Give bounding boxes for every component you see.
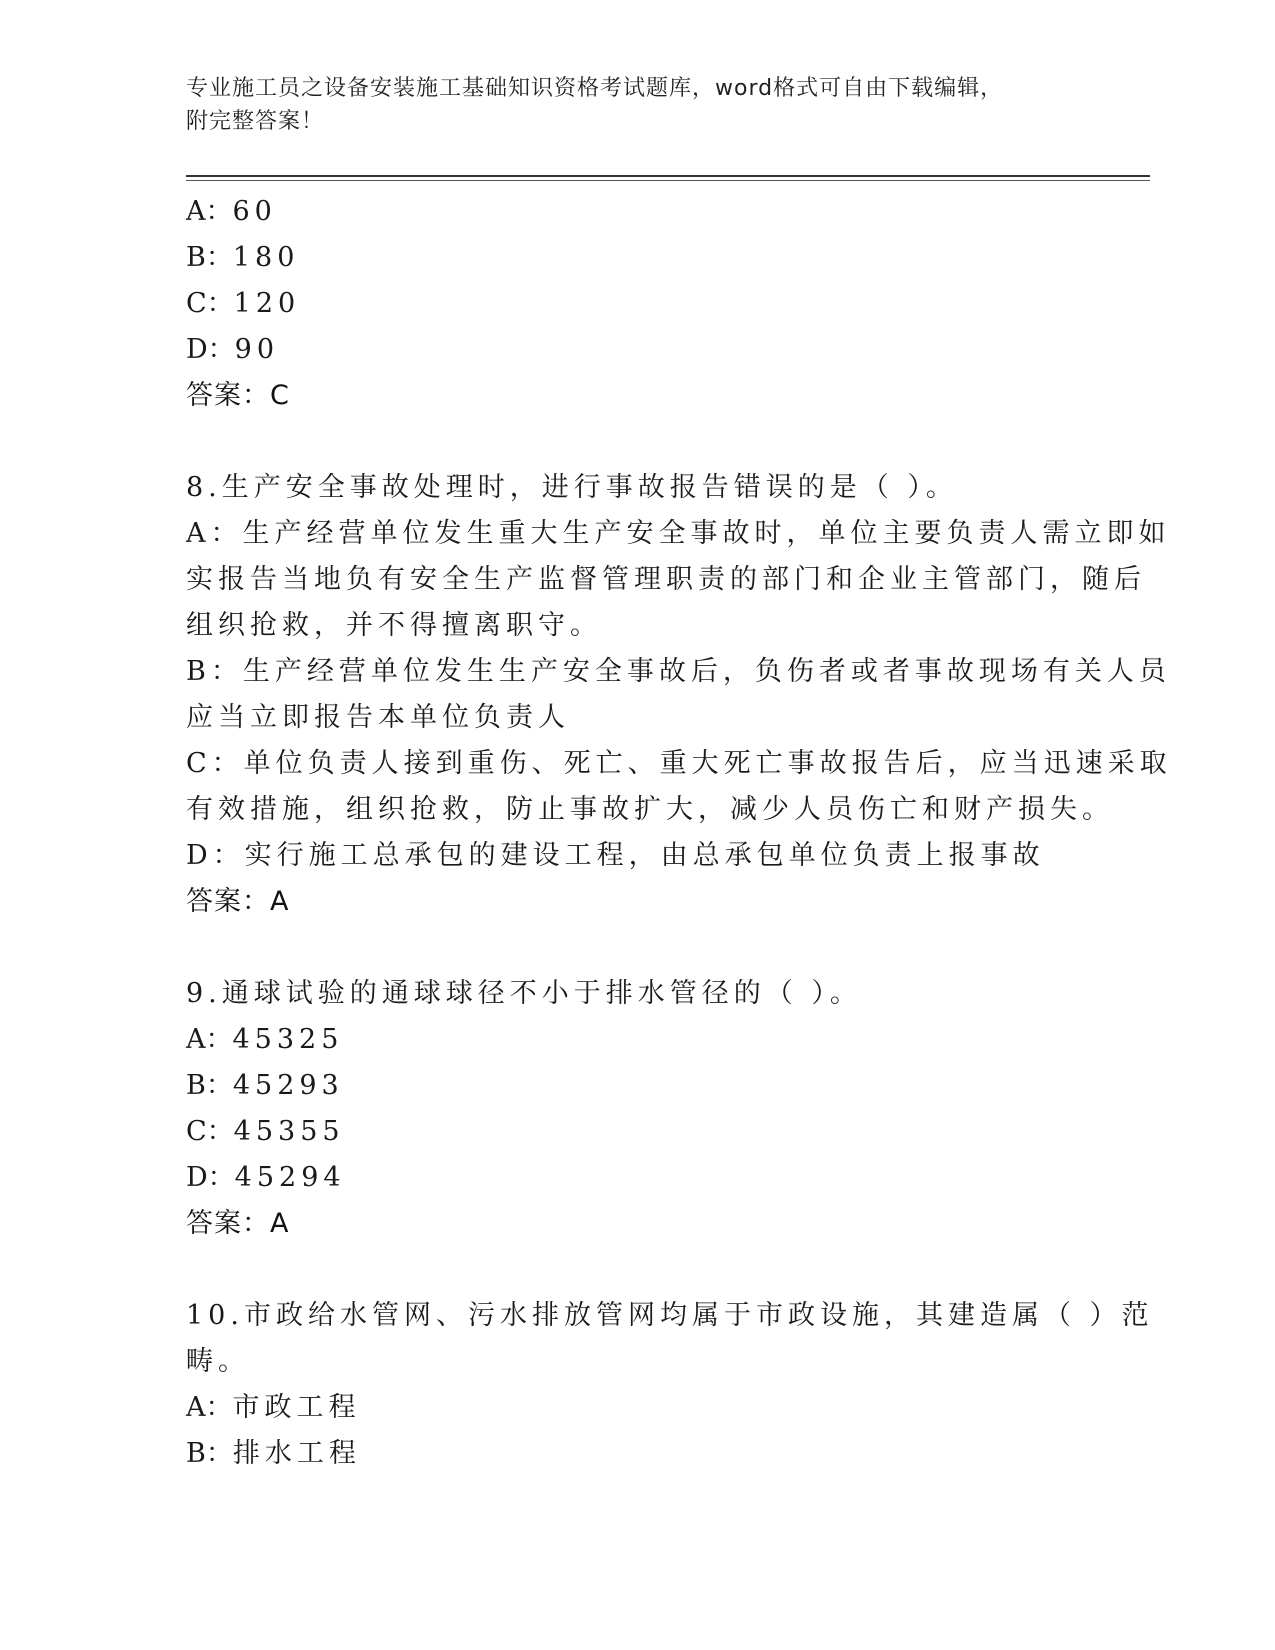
header-line-2: 附完整答案！ <box>186 109 325 134</box>
option-a: A：45325 <box>186 1024 344 1055</box>
header-line-1: 专业施工员之设备安装施工基础知识资格考试题库，word格式可自由下载编辑， <box>186 76 1004 101</box>
document-header <box>186 72 1066 138</box>
question-content <box>186 189 1172 1477</box>
option-c: C：45355 <box>186 1116 345 1147</box>
question-text-line-2: 畴。 <box>186 1346 250 1377</box>
spacer <box>186 419 1086 465</box>
question-7-options <box>186 189 1086 419</box>
answer-line: 答案：A <box>186 886 290 917</box>
option-a: A：市政工程 <box>186 1392 361 1423</box>
answer-line: 答案：C <box>186 380 290 411</box>
option-c: C：120 <box>186 288 301 319</box>
option-d: D：45294 <box>186 1162 346 1193</box>
option-a-line-2: 实报告当地负有安全生产监督管理职责的部门和企业主管部门，随后 <box>186 564 1146 595</box>
question-text: 8.生产安全事故处理时，进行事故报告错误的是（ ）。 <box>186 472 958 503</box>
option-b-line-2: 应当立即报告本单位负责人 <box>186 702 570 733</box>
option-a-line-1: A：生产经营单位发生重大生产安全事故时，单位主要负责人需立即如 <box>186 518 1171 549</box>
option-c-line-1: C：单位负责人接到重伤、死亡、重大死亡事故报告后，应当迅速采取 <box>186 748 1172 779</box>
spacer <box>186 925 1086 971</box>
option-b: B：45293 <box>186 1070 344 1101</box>
spacer <box>186 1247 1086 1293</box>
option-d: D：90 <box>186 334 280 365</box>
answer-line: 答案：A <box>186 1208 290 1239</box>
question-text: 9.通球试验的通球球径不小于排水管径的（ ）。 <box>186 978 862 1009</box>
option-c-line-2: 有效措施，组织抢救，防止事故扩大，减少人员伤亡和财产损失。 <box>186 794 1114 825</box>
option-d-line-1: D：实行施工总承包的建设工程，由总承包单位负责上报事故 <box>186 840 1045 871</box>
question-text-line-1: 10.市政给水管网、污水排放管网均属于市政设施，其建造属（ ）范 <box>186 1300 1154 1331</box>
header-divider-thin <box>186 180 1150 181</box>
option-b-line-1: B：生产经营单位发生生产安全事故后，负伤者或者事故现场有关人员 <box>186 656 1171 687</box>
question-9 <box>186 971 1086 1247</box>
option-a: A：60 <box>186 196 277 227</box>
option-a-line-3: 组织抢救，并不得擅离职守。 <box>186 610 602 641</box>
option-b: B：180 <box>186 242 300 273</box>
question-8 <box>186 465 1172 925</box>
header-divider-thick <box>186 175 1150 177</box>
option-b: B：排水工程 <box>186 1438 361 1469</box>
question-10 <box>186 1293 1154 1477</box>
